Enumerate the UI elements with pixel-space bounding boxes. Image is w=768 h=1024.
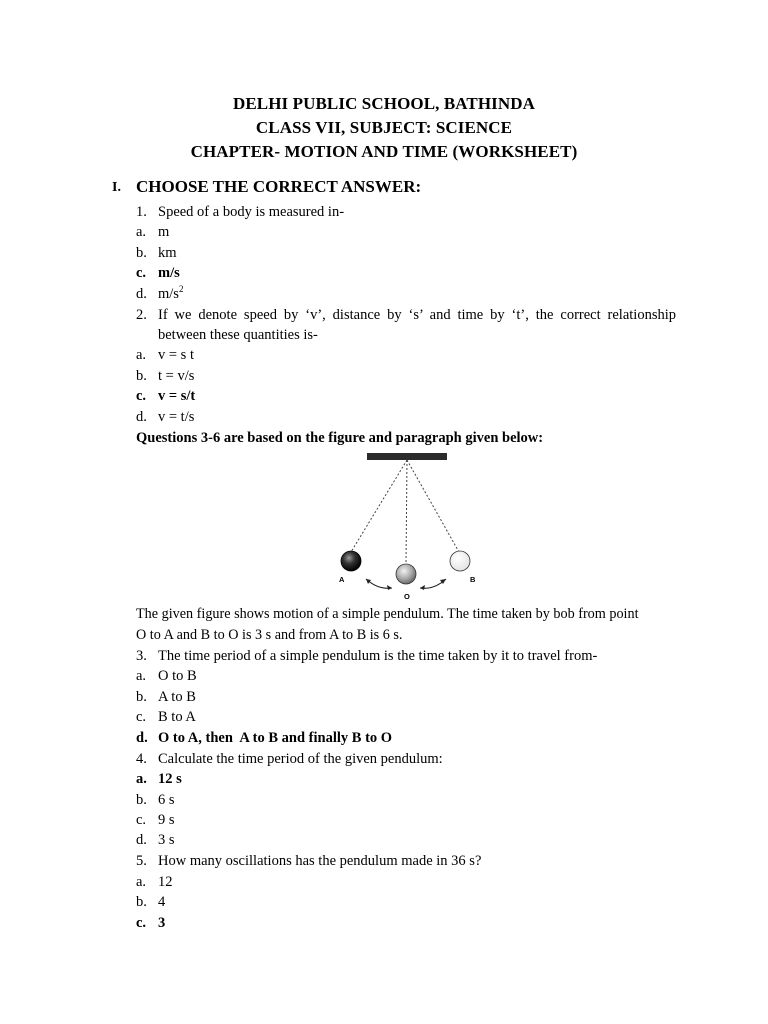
arrowhead-left	[366, 579, 371, 584]
option-marker: a.	[136, 668, 147, 684]
arrowhead-left-end	[387, 585, 392, 590]
figure-intro: Questions 3-6 are based on the figure and paragraph given below:	[136, 430, 544, 446]
section-title: CHOOSE THE CORRECT ANSWER:	[136, 177, 422, 196]
option-marker: c.	[136, 709, 147, 725]
option-text: km	[158, 245, 177, 261]
option-marker: b.	[136, 368, 147, 384]
option-text: $m/s^2$	[158, 284, 184, 302]
pendulum-figure	[330, 448, 490, 600]
option-marker: b.	[136, 792, 147, 808]
option-marker: d.	[136, 286, 147, 302]
correct-option-marker: d.	[136, 730, 148, 746]
question-number: 2.	[136, 307, 147, 323]
correct-option-text: 12 s	[158, 771, 182, 787]
paragraph-line: O to A and B to O is 3 s and from A to B is 6 s.	[136, 627, 403, 643]
option-marker: a.	[136, 224, 147, 240]
option-text: v = t/s	[158, 409, 195, 425]
label-a: A	[339, 575, 345, 584]
option-marker: b.	[136, 245, 147, 261]
option-marker: a.	[136, 347, 147, 363]
option-text: 3 s	[158, 832, 175, 848]
question-number: 3.	[136, 648, 147, 664]
superscript: 2	[178, 284, 184, 294]
question-text: Speed of a body is measured in-	[158, 204, 345, 220]
string-o	[406, 460, 407, 564]
question-number: 1.	[136, 204, 147, 220]
correct-option-text: 3	[158, 915, 166, 931]
question-number: 5.	[136, 853, 147, 869]
option-text: m	[158, 224, 170, 240]
option-marker: c.	[136, 812, 147, 828]
option-text: O to B	[158, 668, 197, 684]
paragraph-line: The given figure shows motion of a simple pendulum. The time taken by bob from point	[136, 606, 639, 622]
bob-b	[450, 551, 470, 571]
bob-a	[341, 551, 361, 571]
correct-option-marker: c.	[136, 265, 147, 281]
option-text: A to B	[158, 689, 196, 705]
correct-option-text: m/s	[158, 265, 180, 281]
correct-option-marker: c.	[136, 915, 147, 931]
question-text: If we denote speed by ‘v’, distance by ‘s’ and time by ‘t’, the correct relationship	[158, 307, 676, 323]
class-subject: CLASS VII, SUBJECT: SCIENCE	[255, 118, 513, 137]
option-text: 9 s	[158, 812, 175, 828]
chapter-title: CHAPTER- MOTION AND TIME (WORKSHEET)	[190, 142, 578, 161]
option-text: 6 s	[158, 792, 175, 808]
section-number: I.	[112, 180, 121, 195]
pendulum-support	[367, 453, 447, 460]
option-text: 12	[158, 874, 173, 890]
question-text: How many oscillations has the pendulum made in 36 s?	[158, 853, 482, 869]
bob-o	[396, 564, 416, 584]
question-text: Calculate the time period of the given pendulum:	[158, 751, 443, 767]
option-text: v = s t	[158, 347, 194, 363]
option-marker: d.	[136, 832, 147, 848]
arrowhead-right-end	[420, 585, 425, 590]
question-text: The time period of a simple pendulum is the time taken by it to travel from-	[158, 648, 598, 664]
label-o: O	[404, 592, 410, 600]
option-text: B to A	[158, 709, 196, 725]
option-marker: d.	[136, 409, 147, 425]
correct-option-text: O to A, then A to B and finally B to O	[158, 730, 393, 746]
option-marker: b.	[136, 894, 147, 910]
school-name: DELHI PUBLIC SCHOOL, BATHINDA	[232, 94, 536, 113]
option-marker: b.	[136, 689, 147, 705]
option-text: t = v/s	[158, 368, 195, 384]
option-marker: a.	[136, 874, 147, 890]
label-b: B	[470, 575, 476, 584]
option-text: 4	[158, 894, 166, 910]
correct-option-marker: a.	[136, 771, 147, 787]
correct-option-text: v = s/t	[158, 388, 196, 404]
question-text-cont: between these quantities is-	[158, 327, 318, 343]
string-a	[351, 460, 407, 552]
string-b	[407, 460, 459, 552]
question-number: 4.	[136, 751, 147, 767]
correct-option-marker: c.	[136, 388, 147, 404]
